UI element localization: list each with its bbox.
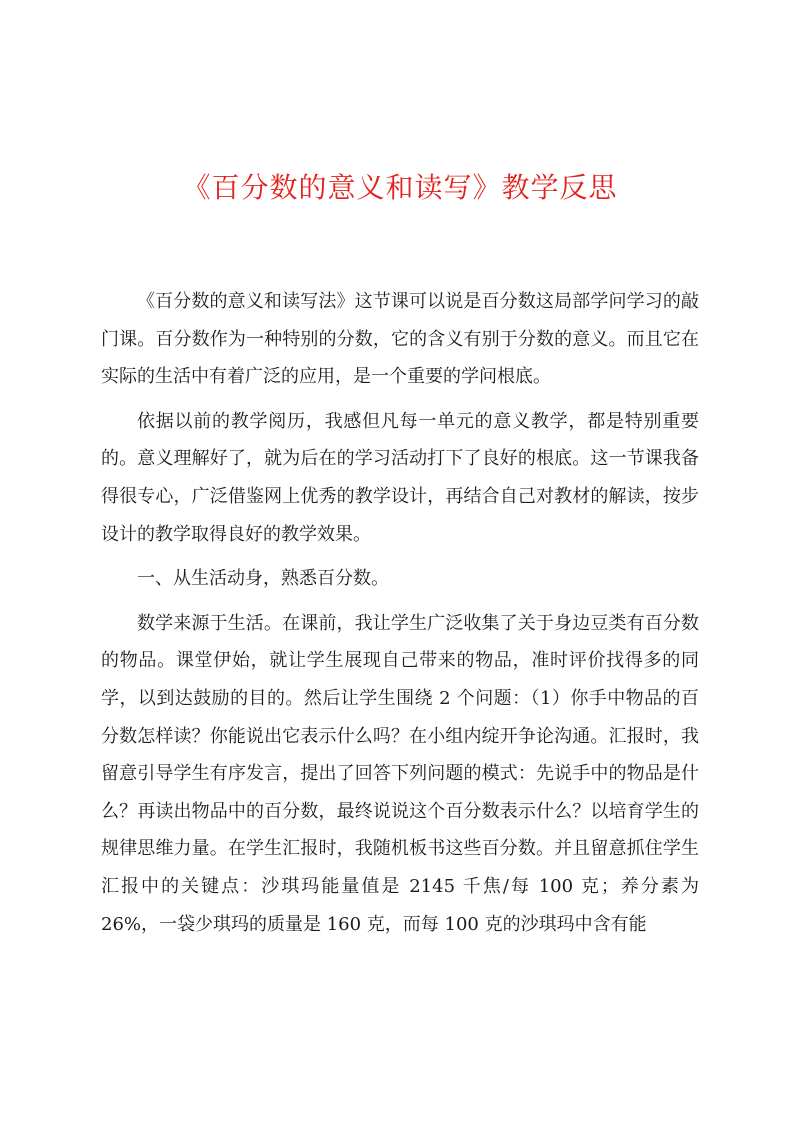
page-title: 《百分数的意义和读写》教学反思 (182, 171, 618, 204)
section-heading-1: 一、从生活动身，熟悉百分数。 (137, 568, 389, 590)
document-body (101, 283, 699, 950)
paragraph-intro: 《百分数的意义和读写法》这节课可以说是百分数这局部学问学习的敲门课。百分数作为一种特别的分数，它的含义有别于分数的意义。而且它在实际的生活中有着广泛的应用，是一个重要的学问根底。 (101, 291, 699, 388)
paragraph-life-source: 数学来源于生活。在课前，我让学生广泛收集了关于身边豆类有百分数的物品。课堂伊始，就让学生展现自己带来的物品，准时评价找得多的同学，以到达鼓励的目的。然后让学生围绕 2 个问题：（1）你手中物品的百分数怎样读？你能说出它表示什么吗？在小组内绽开争论沟通。汇报时，我留意引导学生有序发言，提出了回答下列问题的模式：先说手中的物品是什么？再读出物品中的百分数，最终说说这个百分数表示什么？以培育学生的规律思维力量。在学生汇报时，我随机板书这些百分数。并且留意抓住学生汇报中的关键点：沙琪玛能量值是 2145 千焦/每 100 克；养分素为 26%，一袋少琪玛的质量是 160 克，而每 100 克的沙琪玛中含有能 (101, 612, 699, 935)
paragraph-experience: 依据以前的教学阅历，我感但凡每一单元的意义教学，都是特别重要的。意义理解好了，就为后在的学习活动打下了良好的根底。这一节课我备得很专心，广泛借鉴网上优秀的教学设计，再结合自己对教材的解读，按步设计的教学取得良好的教学效果。 (101, 410, 699, 545)
